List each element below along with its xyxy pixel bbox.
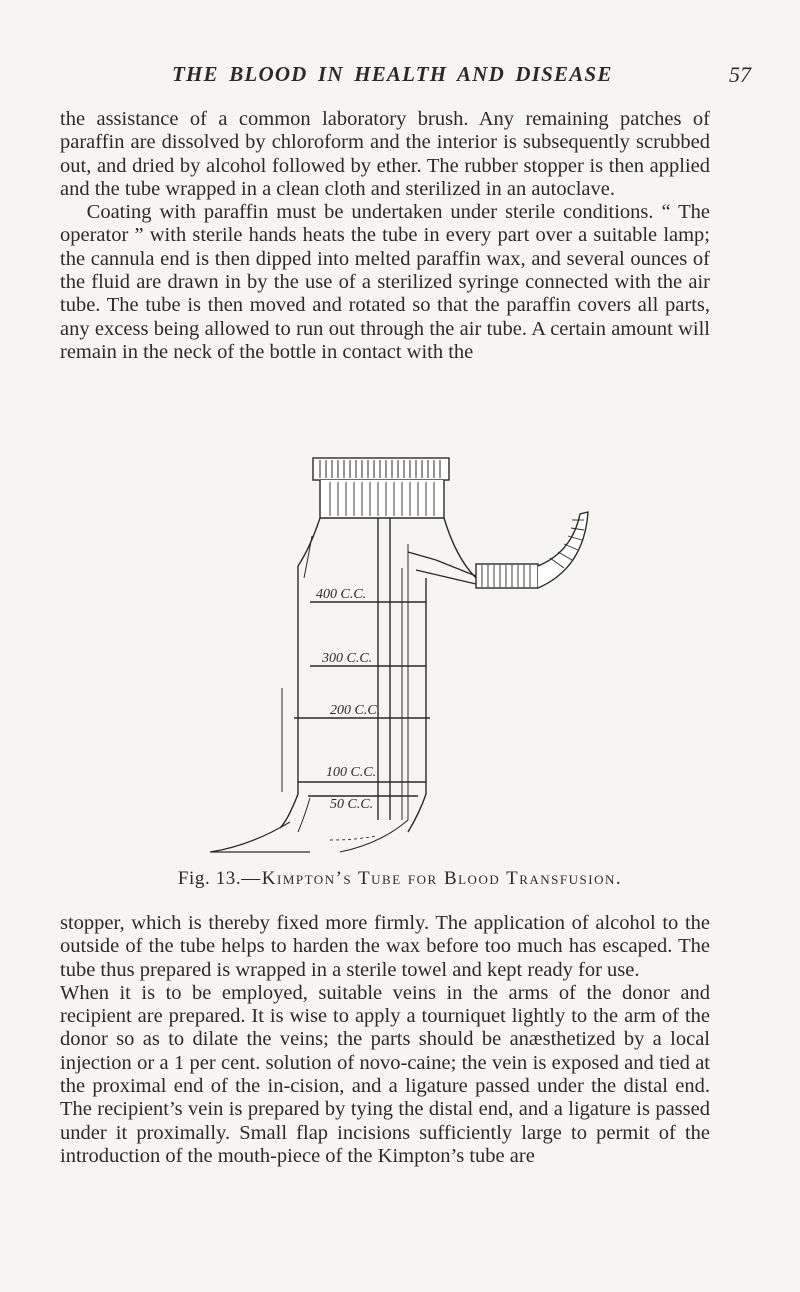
figure-kimpton-tube <box>180 448 620 868</box>
running-title: THE BLOOD IN HEALTH AND DISEASE <box>172 62 613 86</box>
kimpton-tube-illustration <box>180 448 620 868</box>
stopper-body <box>320 480 444 518</box>
air-tube-fitting <box>476 564 538 588</box>
stopper-ridges <box>320 460 440 478</box>
paragraph: Coating with paraffin must be undertaken under sterile conditions. “ The operator ” with sterile hands heats the tube in every part over a suitable lamp; the cannula end is then dipped into melted paraffin wax, and several ounces of the fluid are drawn in by the use of a sterilized syringe connected with the air tube. The tube is then moved and rotated so that the paraffin covers all parts, any excess being allowed to run out through the air tube. A certain amount will remain in the neck of the bottle in contact with the <box>60 201 710 363</box>
running-header <box>0 62 800 92</box>
tube-shoulders <box>298 518 320 566</box>
paragraph: When it is to be employed, suitable veins in the arms of the donor and recipient are prepared. It is wise to apply a tourniquet lightly to the arm of the donor so as to dilate the veins; the parts should be anæsthetized by a local injection or a 1 per cent. solution of novo-caine; the vein is exposed and tied at the proximal end of the in-cision, and a ligature passed under the distal end. The recipient’s vein is prepared by tying the distal end, and a ligature is passed under it proximally. Small flap incisions sufficiently large to permit of the introduction of the mouth-piece of the Kimpton’s tube are <box>60 981 710 1167</box>
body-text-bottom <box>60 912 710 1168</box>
page-number: 57 <box>729 62 751 87</box>
caption-text: —Kimpton’s Tube for Blood Transfusion. <box>241 868 623 889</box>
stopper-cap <box>313 458 449 480</box>
graduation-label: 50 C.C. <box>330 797 374 812</box>
mouthpiece <box>538 512 588 588</box>
graduation-label: 200 C.C. <box>330 703 381 718</box>
graduation-label: 400 C.C. <box>316 587 367 602</box>
graduation-label: 300 C.C. <box>322 651 373 666</box>
graduation-label: 100 C.C. <box>326 765 377 780</box>
paragraph: stopper, which is thereby fixed more firmly. The application of alcohol to the outside of the tube helps to harden the wax before too much has escaped. The tube thus prepared is wrapped in a sterile towel and kept ready for use. <box>60 912 710 981</box>
air-tube <box>408 552 476 576</box>
body-text-top <box>60 108 710 364</box>
figure-caption <box>0 868 800 890</box>
paragraph: the assistance of a common laboratory brush. Any remaining patches of paraffin are dissolved by chloroform and the interior is subsequently scrubbed out, and dried by alcohol followed by ether. The rubber stopper is then applied and the tube wrapped in a clean cloth and sterilized in an autoclave. <box>60 108 710 200</box>
caption-label: Fig. 13. <box>177 868 242 889</box>
